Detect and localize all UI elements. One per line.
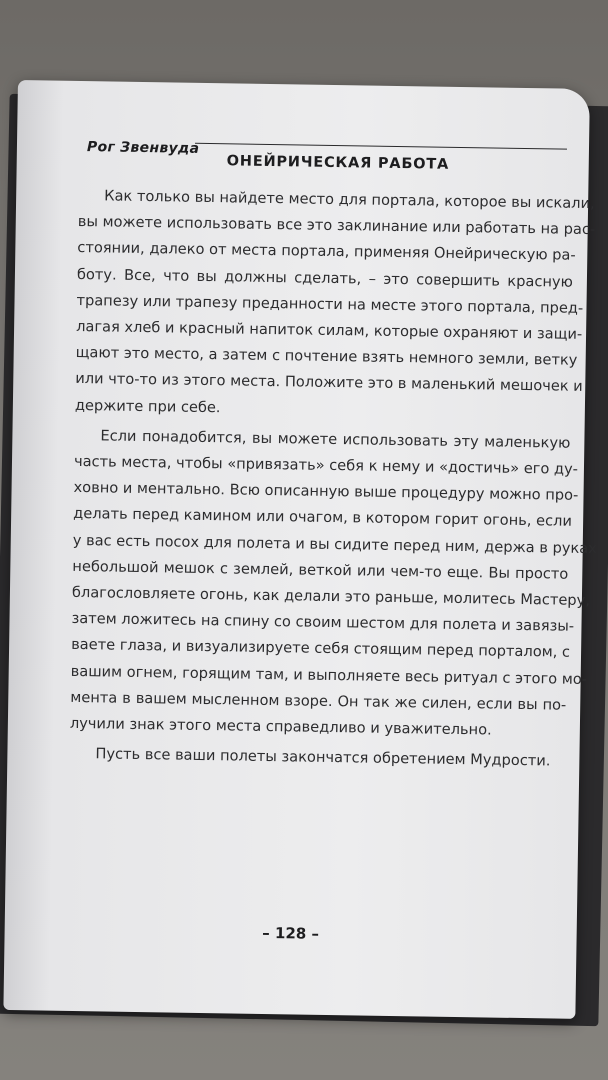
paragraph-1 <box>74 183 596 427</box>
text-line: держите при себе. <box>74 396 221 416</box>
book-page <box>3 80 597 1019</box>
text-line: ховно и ментально. Всю описанную выше процедуру можно про- <box>73 479 579 505</box>
text-line: Пусть все ваши полеты закончатся обретением Мудрости. <box>95 745 551 770</box>
body-text <box>69 183 597 775</box>
text-line: боту. Все, что вы должны сделать, – это совершить красную <box>76 265 574 291</box>
text-line: трапезу или трапезу преданности на месте этого портала, пред- <box>76 291 584 317</box>
text-line: или что-то из этого места. Положите это в маленький мешочек и <box>75 370 583 396</box>
author-name: Рог Звенвуда <box>86 139 200 157</box>
chapter-title: ОНЕЙРИЧЕСКАЯ РАБОТА <box>226 153 450 173</box>
text-line: мента в вашем мысленном взоре. Он так же силен, если вы по- <box>70 688 567 714</box>
text-line: у вас есть посох для полета и вы сидите перед ним, держа в руках <box>72 531 597 557</box>
page-number: – 128 – <box>262 923 320 943</box>
header-rule <box>195 143 567 150</box>
text-line: Если понадобится, вы можете использовать эту маленькую <box>100 427 571 452</box>
text-line: Как только вы найдете место для портала, которое вы искали, <box>104 187 595 213</box>
text-line: благословляете огонь, как делали это раньше, молитесь Мастеру, <box>71 583 591 610</box>
text-line: щают это место, а затем с почтение взять немного земли, ветку <box>75 344 578 370</box>
text-line: затем ложитесь на спину со своим шестом для полета и завязы- <box>71 610 575 636</box>
text-line: ваете глаза, и визуализируете себя стоящим перед порталом, с <box>71 636 571 662</box>
text-line: делать перед камином или очагом, в котором горит огонь, если <box>73 505 573 531</box>
running-header <box>87 123 568 171</box>
text-line: лагая хлеб и красный напиток силам, которые охраняют и защи- <box>76 317 583 343</box>
text-line: вы можете использовать все это заклинание или работать на рас- <box>77 213 596 239</box>
text-line: лучили знак этого места справедливо и уважительно. <box>69 714 492 739</box>
text-line: небольшой мешок с землей, веткой или чем-то еще. Вы просто <box>72 557 569 583</box>
paragraph-2 <box>69 423 597 745</box>
text-line: вашим огнем, горящим там, и выполняете весь ритуал с этого мо- <box>70 662 588 688</box>
text-line: стоянии, далеко от места портала, применяя Онейрическую ра- <box>77 239 576 265</box>
text-line: часть места, чтобы «привязать» себя к нему и «достичь» его ду- <box>73 452 579 478</box>
